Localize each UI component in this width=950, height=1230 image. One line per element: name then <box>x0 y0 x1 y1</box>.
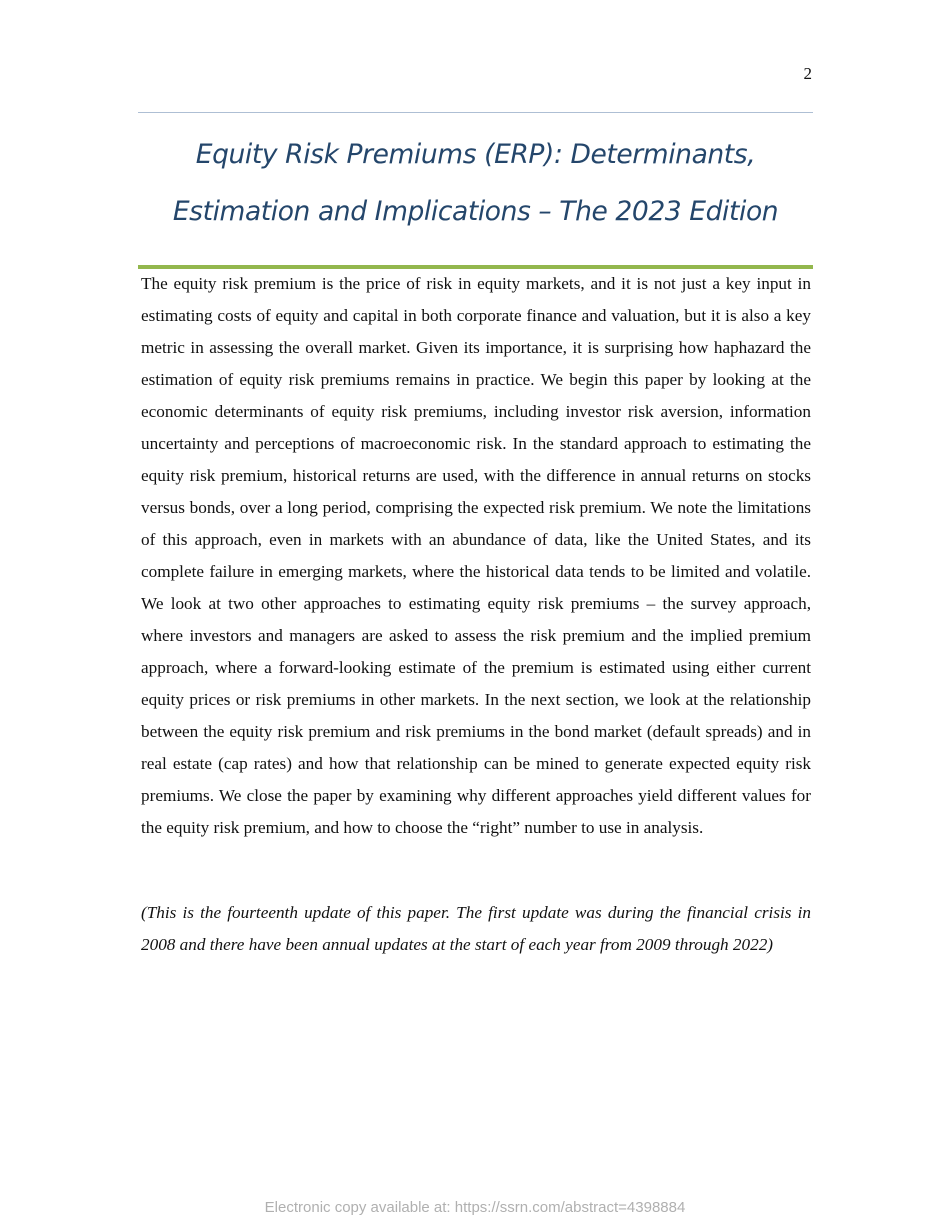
update-note: (This is the fourteenth update of this paper. The first update was during the financial crisis in 2008 and there have been annual updates at the start of each year from 2009 through 2022) <box>141 903 811 954</box>
header-rule <box>138 112 813 113</box>
paper-title <box>138 126 813 240</box>
title-line-2: Estimation and Implications – The 2023 Edition <box>172 196 779 227</box>
ssrn-footer: Electronic copy available at: https://ssrn.com/abstract=4398884 <box>264 1199 686 1216</box>
page-number: 2 <box>803 64 812 83</box>
title-line-1: Equity Risk Premiums (ERP): Determinants, <box>195 139 756 170</box>
abstract-paragraph: The equity risk premium is the price of risk in equity markets, and it is not just a key input in estimating costs of equity and capital in both corporate finance and valuation, but it is also a key metric in assessing the overall market. Given its importance, it is surprising how haphazard the estimation of equity risk premiums remains in practice. We begin this paper by looking at the economic determinants of equity risk premiums, including investor risk aversion, information uncertainty and perceptions of macroeconomic risk. In the standard approach to estimating the equity risk premium, historical returns are used, with the difference in annual returns on stocks versus bonds, over a long period, comprising the expected risk premium. We note the limitations of this approach, even in markets with an abundance of data, like the United States, and its complete failure in emerging markets, where the historical data tends to be limited and volatile. We look at two other approaches to estimating equity risk premiums – the survey approach, where investors and managers are asked to assess the risk premium and the implied premium approach, where a forward-looking estimate of the premium is estimated using either current equity prices or risk premiums in other markets. In the next section, we look at the relationship between the equity risk premium and risk premiums in the bond market (default spreads) and in real estate (cap rates) and how that relationship can be mined to generate expected equity risk premiums. We close the paper by examining why different approaches yield different values for the equity risk premium, and how to choose the “right” number to use in analysis. <box>141 274 811 837</box>
